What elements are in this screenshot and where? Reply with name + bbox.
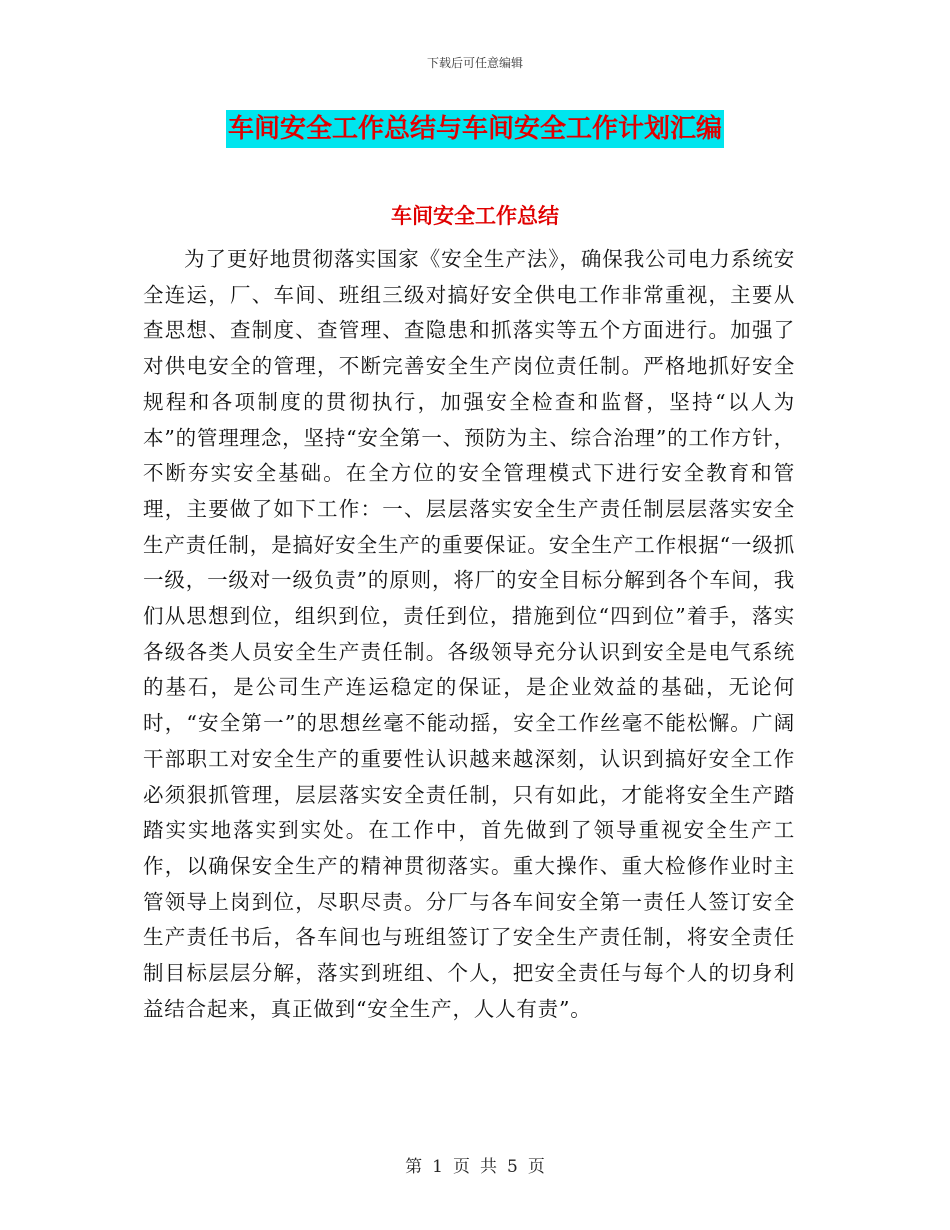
footer-suffix: 页 — [527, 1157, 545, 1177]
footer-current-page: 1 — [432, 1157, 443, 1177]
section-title: 车间安全工作总结 — [391, 204, 559, 228]
main-title-container — [0, 110, 950, 148]
footer-total-word: 共 — [480, 1157, 497, 1177]
body-paragraph: 为了更好地贯彻落实国家《安全生产法》，确保我公司电力系统安全连运，厂、车间、班组三级对搞好安全供电工作非常重视，主要从查思想、查制度、查管理、查隐患和抓落实等五个方面进行。加强了对供电安全的管理，不断完善安全生产岗位责任制。严格地抓好安全规程和各项制度的贯彻执行，加强安全检查和监督，坚持“以人为本”的管理理念，坚持“安全第一、预防为主、综合治理”的工作方针，不断夯实安全基础。在全方位的安全管理模式下进行安全教育和管理，主要做了如下工作：一、层层落实安全生产责任制层层落实安全生产责任制，是搞好安全生产的重要保证。安全生产工作根据“一级抓一级，一级对一级负责”的原则，将厂的安全目标分解到各个车间，我们从思想到位，组织到位，责任到位，措施到位“四到位”着手，落实各级各类人员安全生产责任制。各级领导充分认识到安全是电气系统的基石，是公司生产连运稳定的保证，是企业效益的基础，无论何时，“安全第一”的思想丝毫不能动摇，安全工作丝毫不能松懈。广阔干部职工对安全生产的重要性认识越来越深刻，认识到搞好安全工作必须狠抓管理，层层落实安全责任制，只有如此，才能将安全生产踏踏实实地落实到实处。在工作中，首先做到了领导重视安全生产工作，以确保安全生产的精神贯彻落实。重大操作、重大检修作业时主管领导上岗到位，尽职尽责。分厂与各车间安全第一责任人签订安全生产责任书后，各车间也与班组签订了安全生产责任制，将安全责任制目标层层分解，落实到班组、个人，把安全责任与每个人的切身利益结合起来，真正做到“安全生产，人人有责”。 — [143, 247, 795, 1021]
page-footer — [0, 1152, 950, 1177]
main-title: 车间安全工作总结与车间安全工作计划汇编 — [226, 110, 724, 148]
header-note: 下载后可任意编辑 — [426, 56, 523, 70]
footer-page-word: 页 — [453, 1157, 470, 1177]
footer-prefix: 第 — [405, 1157, 423, 1177]
footer-total-pages: 5 — [507, 1157, 518, 1177]
